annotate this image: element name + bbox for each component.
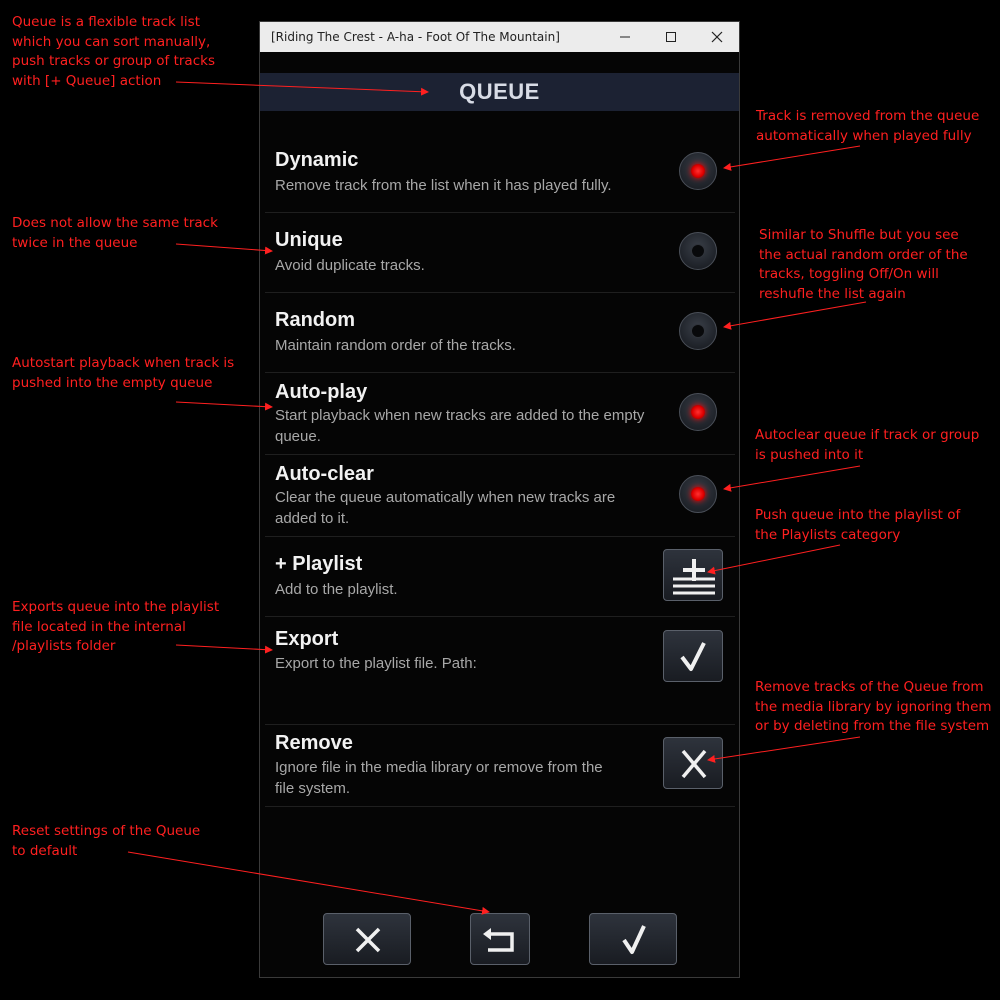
confirm-icon (590, 914, 678, 966)
action-title: + Playlist (275, 553, 363, 575)
action-description: Export to the playlist file. Path: (275, 655, 477, 672)
random-toggle[interactable] (679, 312, 717, 350)
page-title: QUEUE (260, 73, 739, 111)
annotation-dynamic: Track is removed from the queue automatically when played fully (756, 108, 980, 144)
annotation-export: Exports queue into the playlist file located in the internal /playlists folder (12, 599, 220, 654)
option-title: Auto-play (275, 381, 368, 403)
close-window-button[interactable] (694, 22, 740, 52)
option-description: Start playback when new tracks are added to the empty queue. (275, 407, 645, 445)
cancel-button[interactable] (323, 913, 411, 965)
option-title: Random (275, 309, 355, 331)
title-bar (260, 22, 739, 52)
option-title: Unique (275, 229, 343, 251)
annotation-autoplay: Autostart playback when track is pushed into the empty queue (12, 355, 235, 391)
reset-button[interactable] (470, 913, 530, 965)
option-description: Avoid duplicate tracks. (275, 257, 425, 274)
action-remove (265, 724, 735, 807)
autoplay-toggle[interactable] (679, 393, 717, 431)
option-description: Remove track from the list when it has played fully. (275, 177, 612, 194)
export-button[interactable] (663, 630, 723, 682)
add-playlist-icon (664, 550, 724, 602)
action-title: Export (275, 628, 339, 650)
option-random[interactable] (265, 292, 735, 373)
option-title: Dynamic (275, 149, 359, 171)
annotation-queue: Queue is a flexible track list which you can sort manually, push tracks or group of tracks with [+ Queue] action (12, 14, 215, 89)
option-dynamic[interactable] (265, 132, 735, 213)
option-title: Auto-clear (275, 463, 374, 485)
annotation-remove: Remove tracks of the Queue from the media library by ignoring them or by deleting from the file system (755, 679, 992, 734)
action-title: Remove (275, 732, 353, 754)
option-autoclear[interactable] (265, 454, 735, 537)
option-description: Maintain random order of the tracks. (275, 337, 516, 354)
reset-icon (471, 914, 531, 966)
autoclear-toggle[interactable] (679, 475, 717, 513)
action-description: Add to the playlist. (275, 581, 398, 598)
remove-button[interactable] (663, 737, 723, 789)
annotation-playlist: Push queue into the playlist of the Playlists category (755, 507, 961, 543)
action-export (265, 616, 735, 725)
add-playlist-button[interactable] (663, 549, 723, 601)
x-icon (664, 738, 724, 790)
confirm-button[interactable] (589, 913, 677, 965)
close-icon (324, 914, 412, 966)
annotation-autoclear: Autoclear queue if track or group is pushed into it (755, 427, 980, 463)
minimize-button[interactable] (602, 22, 648, 52)
queue-window (259, 21, 740, 978)
close-icon (711, 31, 723, 43)
maximize-icon (665, 31, 677, 43)
option-autoplay[interactable] (265, 372, 735, 455)
dynamic-toggle[interactable] (679, 152, 717, 190)
annotation-random: Similar to Shuffle but you see the actual random order of the tracks, toggling Off/On will reshufle the list again (759, 227, 968, 302)
annotation-unique: Does not allow the same track twice in the queue (12, 215, 218, 251)
annotation-reset: Reset settings of the Queue to default (12, 823, 201, 859)
minimize-icon (619, 31, 631, 43)
option-unique[interactable] (265, 212, 735, 293)
unique-toggle[interactable] (679, 232, 717, 270)
check-icon (664, 631, 724, 683)
action-playlist (265, 536, 735, 617)
action-description: Ignore file in the media library or remove from the file system. (275, 759, 603, 797)
window-title: [Riding The Crest - A-ha - Foot Of The Mountain] (271, 30, 560, 44)
maximize-button[interactable] (648, 22, 694, 52)
option-description: Clear the queue automatically when new tracks are added to it. (275, 489, 616, 527)
